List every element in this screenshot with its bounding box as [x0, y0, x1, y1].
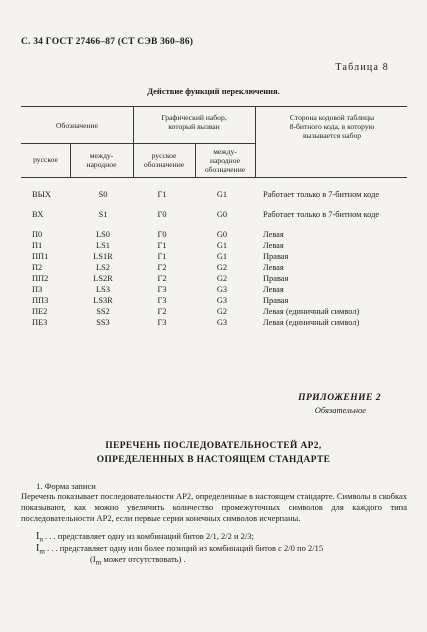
header-mid-rule: [21, 143, 255, 144]
cell-graphic-international: G2: [216, 263, 228, 272]
cell-international: LS3R: [93, 296, 113, 305]
cell-russian: ПЕ3: [32, 318, 48, 327]
symbol-subscript: m: [39, 547, 45, 556]
cell-russian: ПП2: [32, 274, 49, 283]
column-header-graphic-set: Графический набор, который вызван: [161, 113, 227, 131]
cell-russian: П2: [32, 263, 43, 272]
header-bottom-rule: [21, 177, 407, 178]
appendix-status: Обязательное: [314, 405, 366, 415]
cell-side: Левая: [263, 230, 284, 239]
cell-russian: ПП3: [32, 296, 49, 305]
symbol-i: I: [36, 543, 40, 554]
symbol-i: I: [92, 554, 96, 564]
table-divider-4: [255, 106, 256, 177]
cell-international: LS2: [96, 263, 110, 272]
symbol-i: I: [36, 531, 40, 542]
column-header-international: между- народное: [86, 151, 117, 169]
cell-side: Левая: [263, 285, 284, 294]
table-number: Таблица 8: [335, 62, 389, 73]
section-title-line2: ОПРЕДЕЛЕННЫХ В НАСТОЯЩЕМ СТАНДАРТЕ: [96, 455, 331, 465]
cell-graphic-international: G0: [216, 210, 228, 219]
dots: . . .: [44, 543, 58, 553]
cell-side: Работает только в 7-битном коде: [263, 190, 380, 199]
cell-international: LS2R: [93, 274, 113, 283]
cell-graphic-russian: Г2: [157, 263, 167, 272]
cell-graphic-russian: Г1: [157, 190, 167, 199]
cell-side: Левая: [263, 263, 284, 272]
cell-graphic-russian: Г1: [157, 241, 167, 250]
symbol-subscript: n: [39, 535, 43, 544]
cell-graphic-russian: Г0: [157, 230, 167, 239]
cell-graphic-international: G3: [216, 296, 228, 305]
note-open: (: [90, 554, 93, 564]
cell-international: LS1R: [93, 252, 113, 261]
cell-graphic-international: G2: [216, 274, 228, 283]
table-title: Действие функций переключения.: [147, 86, 280, 96]
column-header-russian: русское: [33, 155, 58, 164]
cell-side: Правая: [263, 252, 289, 261]
cell-graphic-russian: Г3: [157, 318, 167, 327]
cell-side: Правая: [263, 274, 289, 283]
column-header-russian-designation: русское обозначение: [143, 151, 185, 169]
table-top-rule: [21, 106, 407, 107]
cell-graphic-international: G0: [216, 230, 228, 239]
cell-graphic-russian: Г1: [157, 252, 167, 261]
cell-russian: П3: [32, 285, 43, 294]
cell-side: Работает только в 7-битном коде: [263, 210, 380, 219]
cell-international: LS1: [96, 241, 110, 250]
definition-text: представляет одну или более позиций из комбинаций битов с 2/0 по 2/15: [59, 543, 324, 553]
cell-side: Правая: [263, 296, 289, 305]
section-title-line1: ПЕРЕЧЕНЬ ПОСЛЕДОВАТЕЛЬНОСТЕЙ АР2,: [105, 441, 322, 451]
cell-russian: П1: [32, 241, 43, 250]
cell-graphic-russian: Г2: [157, 274, 167, 283]
cell-graphic-international: G3: [216, 318, 228, 327]
cell-graphic-international: G2: [216, 307, 228, 316]
cell-graphic-international: G1: [216, 190, 228, 199]
cell-graphic-international: G3: [216, 285, 228, 294]
cell-graphic-russian: Г2: [157, 307, 167, 316]
dots: . . .: [42, 531, 56, 541]
cell-graphic-russian: Г3: [157, 285, 167, 294]
note-text: может отсутствовать) .: [101, 554, 186, 564]
cell-russian: ВЫХ: [32, 190, 51, 199]
cell-international: S1: [98, 210, 108, 219]
cell-international: S0: [98, 190, 108, 199]
appendix-title: ПРИЛОЖЕНИЕ 2: [298, 393, 381, 403]
cell-international: SS3: [96, 318, 110, 327]
cell-russian: ПЕ2: [32, 307, 48, 316]
body-paragraph: Перечень показывает последовательности АР2, определенные в настоящем стандарте. Символы в скобках показывают, как можно увеличить количество промежуточных символов для каждого типа последовательности АР2, если первые серии конечных символов исчерпаны.: [21, 491, 407, 523]
column-header-designation: Обозначение: [56, 121, 98, 130]
cell-russian: ПП1: [32, 252, 49, 261]
cell-graphic-international: G1: [216, 241, 228, 250]
column-header-international-designation: между- народное обозначение: [204, 147, 246, 174]
cell-international: LS0: [96, 230, 110, 239]
column-header-side: Сторона кодовой таблицы 8-битного кода, в которую вызывается набор: [289, 113, 375, 140]
subheading: 1. Форма записи: [36, 481, 96, 491]
cell-graphic-russian: Г0: [157, 210, 167, 219]
cell-side: Левая (единичный символ): [263, 307, 360, 316]
cell-russian: П0: [32, 230, 43, 239]
symbol-subscript: m: [95, 558, 102, 567]
cell-graphic-russian: Г3: [157, 296, 167, 305]
definition-im-note: [90, 554, 186, 567]
cell-russian: ВХ: [32, 210, 44, 219]
cell-side: Левая (единичный символ): [263, 318, 360, 327]
cell-graphic-international: G1: [216, 252, 228, 261]
page-header: С. 34 ГОСТ 27466–87 (СТ СЭВ 360–86): [21, 37, 194, 47]
cell-international: SS2: [96, 307, 110, 316]
definition-text: представляет одну из комбинаций битов 2/1, 2/2 и 2/3;: [57, 531, 254, 541]
definition-in: [36, 531, 254, 544]
cell-international: LS3: [96, 285, 110, 294]
cell-side: Левая: [263, 241, 284, 250]
